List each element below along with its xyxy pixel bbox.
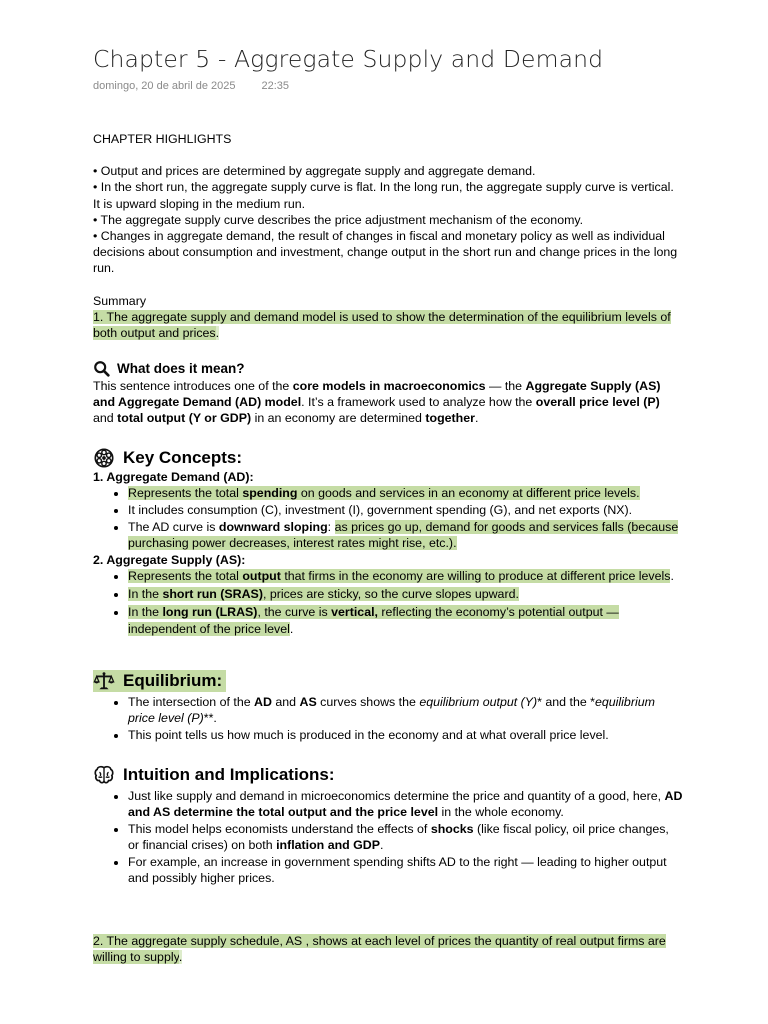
brain-icon — [93, 764, 117, 786]
what-heading-text: What does it mean? — [117, 361, 245, 376]
what-heading — [93, 360, 683, 378]
intuition-section — [93, 764, 683, 887]
key-concepts-heading-text: Key Concepts: — [123, 448, 243, 467]
list-item: • In the short run (SRAS), prices are sticky, so the curve slopes upward. — [128, 586, 683, 602]
list-item: • Just like supply and demand in microeconomics determine the price and quantity of a good, here, AD and AS determine the total output and the price level in the whole economy. — [128, 788, 683, 820]
summary-label: Summary — [93, 294, 147, 308]
summary-point-2-end: . — [178, 950, 183, 965]
summary-point-2-section — [93, 933, 683, 965]
page-time: 22:35 — [261, 80, 290, 92]
highlights-section — [93, 131, 683, 277]
list-item: • It includes consumption (C), investment (I), government spending (G), and net exports (NX). — [128, 502, 683, 518]
gear-cluster-icon — [93, 447, 117, 469]
list-item: • Represents the total output that firms in the economy are willing to produce at different price levels. — [128, 568, 683, 584]
highlight-item: • Changes in aggregate demand, the result of changes in fiscal and monetary policy as well as individual decisions about consumption and investment, change output in the short run and change prices in the long run. — [93, 229, 678, 276]
list-item: • The intersection of the AD and AS curves shows the equilibrium output (Y)* and the *equilibrium price level (P)**. — [128, 694, 683, 726]
highlight-item: • Output and prices are determined by aggregate supply and aggregate demand. — [93, 164, 536, 179]
summary-point-2 — [93, 933, 683, 965]
list-item: • In the long run (LRAS), the curve is vertical, reflecting the economy’s potential output — independent of the price level. — [128, 604, 683, 636]
list-item: • This point tells us how much is produced in the economy and at what overall price level. — [128, 727, 683, 743]
key-concepts-heading — [93, 447, 683, 469]
ad-heading: 1. Aggregate Demand (AD): — [93, 470, 254, 484]
page-date: domingo, 20 de abril de 2025 — [93, 80, 236, 92]
magnifier-icon — [93, 360, 113, 378]
list-item: • For example, an increase in government spending shifts AD to the right — leading to higher output and possibly higher prices. — [128, 854, 683, 886]
ad-list — [93, 485, 683, 551]
as-heading: 2. Aggregate Supply (AS): — [93, 552, 246, 567]
highlights-heading: CHAPTER HIGHLIGHTS — [93, 132, 232, 146]
intuition-heading-text: Intuition and Implications: — [123, 765, 335, 784]
equilibrium-section — [93, 670, 683, 744]
list-item: • This model helps economists understand the effects of shocks (like fiscal policy, oil price changes, or financial crises) on both inflation and GDP. — [128, 821, 683, 853]
list-item: • The AD curve is downward sloping: as prices go up, demand for goods and services falls (because purchasing power decreases, interest rates might rise, etc.). — [128, 519, 683, 551]
summary-point-1 — [93, 309, 683, 341]
key-concepts-section — [93, 447, 683, 637]
summary-point-1-text: 1. The aggregate supply and demand model is used to show the determination of the equilibrium levels of both output and prices — [93, 310, 671, 341]
page-title: Chapter 5 - Aggregate Supply and Demand — [93, 45, 604, 73]
scales-icon — [93, 670, 117, 692]
summary-section — [93, 293, 683, 342]
highlight-item: • The aggregate supply curve describes the price adjustment mechanism of the economy. — [93, 212, 584, 227]
intuition-list — [93, 788, 683, 886]
intuition-heading — [93, 764, 683, 786]
as-list — [93, 568, 683, 637]
summary-point-2-text: 2. The aggregate supply schedule, AS , shows at each level of prices the quantity of real output firms are willing to supply — [93, 934, 666, 965]
summary-point-1-end: . — [215, 326, 220, 341]
highlight-item: • In the short run, the aggregate supply curve is flat. In the long run, the aggregate supply curve is vertical. It is upward sloping in the medium run. — [93, 180, 674, 211]
page-meta — [93, 78, 289, 94]
equilibrium-heading-text: Equilibrium: — [123, 671, 223, 690]
equilibrium-list — [93, 694, 683, 743]
what-text: This sentence introduces one of the core models in macroeconomics — the Aggregate Supply (AS) and Aggregate Demand (AD) model. It’s a framework used to analyze how the overall price level (P) and total output (Y or GDP) in an economy are determined together. — [93, 379, 661, 426]
equilibrium-heading — [93, 670, 683, 692]
what-section — [93, 360, 683, 427]
list-item: • Represents the total spending on goods and services in an economy at different price levels. — [128, 485, 683, 501]
